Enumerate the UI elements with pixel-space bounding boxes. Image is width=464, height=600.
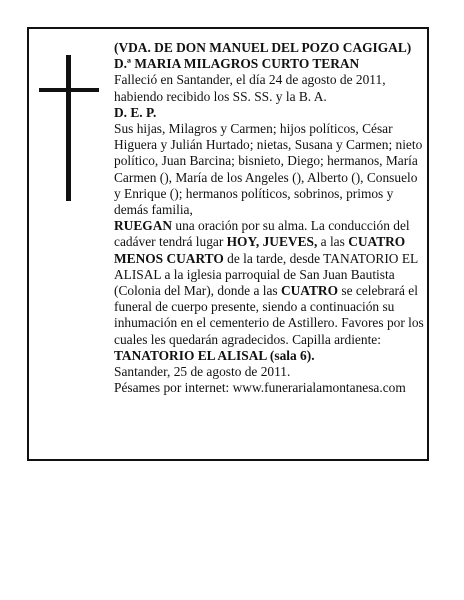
funeral-details [114, 218, 426, 348]
widow-line: (VDA. DE DON MANUEL DEL POZO CAGIGAL) [114, 40, 412, 55]
date-line: Santander, 25 de agosto de 2011. [114, 364, 291, 380]
latin-cross-icon [39, 55, 99, 201]
obituary-text [114, 40, 426, 396]
condolences-line: Pésames por internet: www.funerarialamontanesa.com [114, 380, 406, 396]
funeral-text-b: de la tarde, desde TANATORIO EL ALISAL a la iglesia parroquial de San Juan Bautista (Colonia del Mar), donde a las [114, 250, 418, 299]
family-list: Sus hijas, Milagros y Carmen; hijos políticos, César Higuera y Julián Hurtado; nietas, Susana y Carmen; nieto político, Juan Barcina; bisnieto, Diego; hermanos, María Carmen (), María de los Angeles (), Alberto (), Consuelo y Enrique (); hermanos políticos, sobrinos, primos y demás familia, [114, 121, 423, 218]
funeral-text-a: a las [317, 234, 349, 250]
deceased-name: D.ª MARIA MILAGROS CURTO TERAN [114, 56, 360, 72]
mass-time: CUATRO [280, 283, 339, 299]
cross-vertical-bar [66, 55, 71, 201]
funeral-text-c: se celebrará el funeral de cuerpo presente, siendo a continuación su inhumación en el cementerio de Astillero. Favores por los cuales les quedarán agradecidos. Capilla ardiente: [114, 283, 424, 347]
ruegan-word: RUEGAN [114, 218, 173, 234]
obituary-notice [27, 27, 429, 461]
day-label: HOY, JUEVES, [226, 234, 318, 250]
death-statement: Falleció en Santander, el día 24 de agosto de 2011, habiendo recibido los SS. SS. y la B. A. [114, 72, 386, 104]
chapel-location: TANATORIO EL ALISAL (sala 6). [114, 347, 315, 363]
ruegan-text: una oración por su alma. La conducción del cadáver tendrá lugar [114, 218, 410, 250]
cross-horizontal-bar [39, 88, 99, 92]
rip-line: D. E. P. [114, 104, 157, 120]
departure-time: CUATRO MENOS CUARTO [114, 234, 406, 266]
